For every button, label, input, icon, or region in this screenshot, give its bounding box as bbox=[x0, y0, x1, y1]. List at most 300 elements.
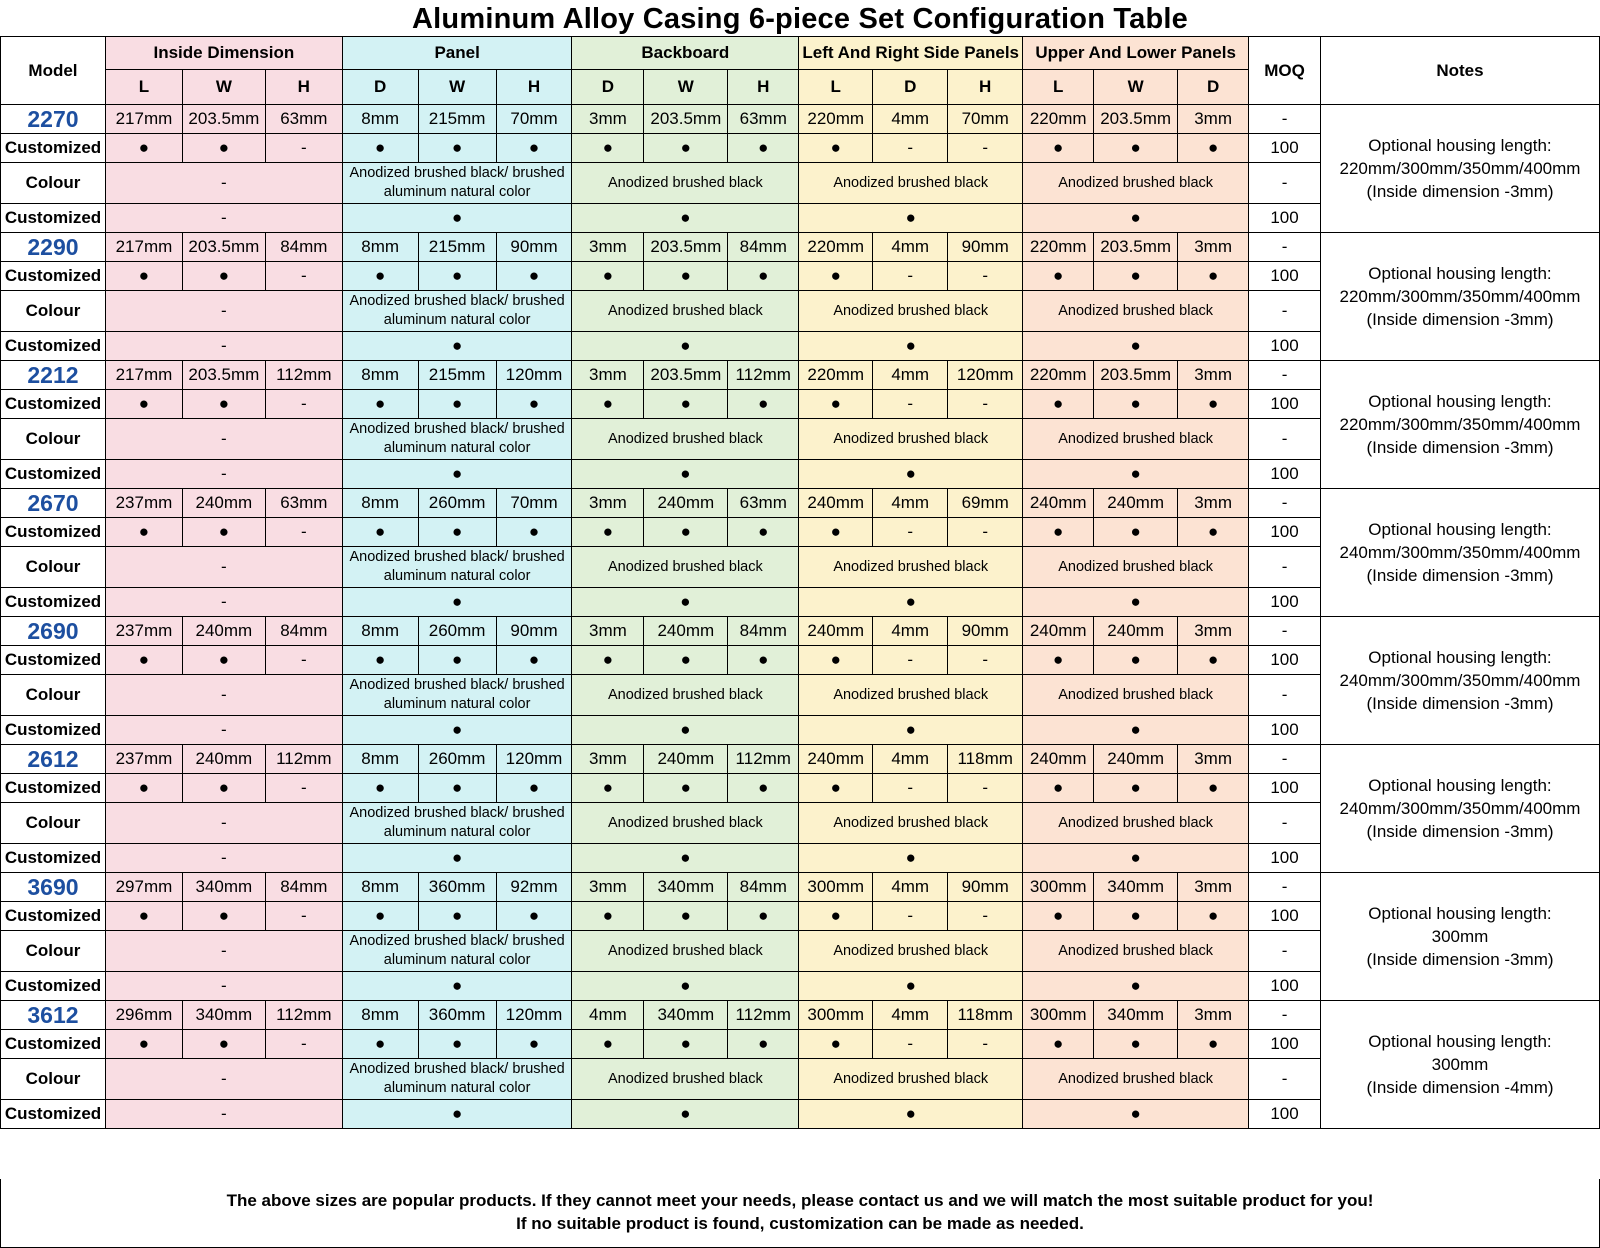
customized-mark: ● bbox=[728, 902, 799, 931]
dimension-cell: 8mm bbox=[342, 745, 418, 774]
dimension-cell: 3mm bbox=[1178, 361, 1249, 390]
customized-mark: - bbox=[265, 1030, 342, 1059]
row-label-customized: Customized bbox=[1, 460, 106, 489]
table-row bbox=[1, 105, 1600, 134]
colour-cell: - bbox=[105, 1059, 342, 1100]
subheader-cell: W bbox=[182, 70, 265, 105]
customized-mark: ● bbox=[342, 332, 572, 361]
customized-mark: ● bbox=[182, 774, 265, 803]
dimension-cell: 220mm bbox=[799, 361, 873, 390]
dimension-cell: 120mm bbox=[496, 361, 572, 390]
customized-mark: - bbox=[265, 902, 342, 931]
customized-mark: ● bbox=[182, 646, 265, 675]
notes-line: Optional housing length: bbox=[1368, 904, 1552, 923]
customized-mark: - bbox=[873, 518, 948, 547]
customized-mark: ● bbox=[418, 518, 496, 547]
dimension-cell: 3mm bbox=[572, 873, 644, 902]
customized-mark: ● bbox=[342, 134, 418, 163]
customized-mark: ● bbox=[572, 262, 644, 291]
customized-mark: ● bbox=[644, 262, 728, 291]
dimension-cell: 215mm bbox=[418, 361, 496, 390]
configuration-table bbox=[0, 36, 1600, 1129]
customized-mark: ● bbox=[496, 1030, 572, 1059]
dimension-cell: 84mm bbox=[728, 873, 799, 902]
colour-cell: Anodized brushed black bbox=[799, 291, 1023, 332]
customized-mark: ● bbox=[799, 204, 1023, 233]
dimension-cell: 203.5mm bbox=[1094, 361, 1178, 390]
moq-cell: - bbox=[1249, 419, 1321, 460]
notes-cell bbox=[1320, 1001, 1599, 1129]
dimension-cell: 3mm bbox=[1178, 873, 1249, 902]
customized-mark: ● bbox=[342, 390, 418, 419]
colour-cell: Anodized brushed black bbox=[1023, 803, 1249, 844]
customized-mark: - bbox=[265, 390, 342, 419]
dimension-cell: 3mm bbox=[1178, 489, 1249, 518]
moq-cell: - bbox=[1249, 1001, 1321, 1030]
colour-cell: Anodized brushed black bbox=[572, 419, 799, 460]
dimension-cell: 360mm bbox=[418, 1001, 496, 1030]
subheader-cell: D bbox=[873, 70, 948, 105]
customized-mark: ● bbox=[572, 588, 799, 617]
footer-line: If no suitable product is found, customization can be made as needed. bbox=[516, 1214, 1084, 1233]
customized-mark: ● bbox=[1178, 646, 1249, 675]
dimension-cell: 84mm bbox=[265, 617, 342, 646]
model-number: 3612 bbox=[1, 1001, 106, 1030]
colour-cell: Anodized brushed black bbox=[799, 1059, 1023, 1100]
customized-mark: ● bbox=[418, 1030, 496, 1059]
customized-mark: - bbox=[948, 518, 1023, 547]
colour-cell: - bbox=[105, 931, 342, 972]
colour-cell: Anodized brushed black/ brushed aluminum natural color bbox=[342, 1059, 572, 1100]
row-label-colour: Colour bbox=[1, 291, 106, 332]
customized-mark: ● bbox=[572, 460, 799, 489]
moq-cell: - bbox=[1249, 489, 1321, 518]
customized-mark: ● bbox=[1178, 1030, 1249, 1059]
model-number: 2690 bbox=[1, 617, 106, 646]
dimension-cell: 8mm bbox=[342, 105, 418, 134]
customized-mark: - bbox=[265, 646, 342, 675]
dimension-cell: 84mm bbox=[265, 873, 342, 902]
row-label-customized: Customized bbox=[1, 1030, 106, 1059]
customized-mark: ● bbox=[728, 134, 799, 163]
moq-cell: 100 bbox=[1249, 774, 1321, 803]
customized-mark: ● bbox=[572, 972, 799, 1001]
notes-cell bbox=[1320, 489, 1599, 617]
row-label-customized: Customized bbox=[1, 774, 106, 803]
notes-line: (Inside dimension -3mm) bbox=[1366, 182, 1554, 201]
table-title: Aluminum Alloy Casing 6-piece Set Configuration Table bbox=[412, 3, 1188, 35]
dimension-cell: 215mm bbox=[418, 105, 496, 134]
dimension-cell: 8mm bbox=[342, 361, 418, 390]
moq-cell: 100 bbox=[1249, 134, 1321, 163]
dimension-cell: 203.5mm bbox=[182, 233, 265, 262]
customized-mark: ● bbox=[644, 390, 728, 419]
dimension-cell: 112mm bbox=[728, 745, 799, 774]
customized-mark: ● bbox=[572, 204, 799, 233]
dimension-cell: 203.5mm bbox=[182, 361, 265, 390]
model-number: 3690 bbox=[1, 873, 106, 902]
notes-cell bbox=[1320, 745, 1599, 873]
customized-mark: ● bbox=[799, 460, 1023, 489]
dimension-cell: 300mm bbox=[1023, 873, 1094, 902]
customized-mark: ● bbox=[1178, 390, 1249, 419]
dimension-cell: 215mm bbox=[418, 233, 496, 262]
subheader-cell: H bbox=[948, 70, 1023, 105]
colour-cell: Anodized brushed black/ brushed aluminum natural color bbox=[342, 547, 572, 588]
dimension-cell: 120mm bbox=[948, 361, 1023, 390]
row-label-colour: Colour bbox=[1, 675, 106, 716]
moq-cell: 100 bbox=[1249, 460, 1321, 489]
dimension-cell: 240mm bbox=[1094, 489, 1178, 518]
colour-cell: - bbox=[105, 547, 342, 588]
customized-mark: ● bbox=[342, 460, 572, 489]
customized-mark: - bbox=[265, 262, 342, 291]
customized-mark: ● bbox=[799, 972, 1023, 1001]
dimension-cell: 240mm bbox=[1023, 745, 1094, 774]
moq-cell: 100 bbox=[1249, 972, 1321, 1001]
colour-cell: Anodized brushed black bbox=[799, 675, 1023, 716]
row-label-customized: Customized bbox=[1, 204, 106, 233]
dimension-cell: 340mm bbox=[644, 1001, 728, 1030]
customized-mark: ● bbox=[1023, 262, 1094, 291]
customized-mark: ● bbox=[342, 1100, 572, 1129]
colour-cell: Anodized brushed black/ brushed aluminum natural color bbox=[342, 419, 572, 460]
customized-mark: ● bbox=[496, 902, 572, 931]
dimension-cell: 220mm bbox=[1023, 105, 1094, 134]
colour-cell: Anodized brushed black/ brushed aluminum natural color bbox=[342, 291, 572, 332]
customized-mark: ● bbox=[644, 902, 728, 931]
dimension-cell: 3mm bbox=[1178, 233, 1249, 262]
moq-cell: - bbox=[1249, 105, 1321, 134]
notes-line: Optional housing length: bbox=[1368, 1032, 1552, 1051]
customized-mark: ● bbox=[182, 262, 265, 291]
customized-mark: ● bbox=[799, 588, 1023, 617]
customized-mark: - bbox=[948, 646, 1023, 675]
notes-line: (Inside dimension -3mm) bbox=[1366, 566, 1554, 585]
customized-mark: ● bbox=[105, 518, 182, 547]
customized-mark: ● bbox=[572, 774, 644, 803]
table-row bbox=[1, 745, 1600, 774]
customized-mark: - bbox=[948, 902, 1023, 931]
dimension-cell: 296mm bbox=[105, 1001, 182, 1030]
subheader-cell: W bbox=[418, 70, 496, 105]
moq-cell: - bbox=[1249, 617, 1321, 646]
notes-line: 240mm/300mm/350mm/400mm bbox=[1339, 671, 1581, 690]
dimension-cell: 297mm bbox=[105, 873, 182, 902]
moq-cell: - bbox=[1249, 291, 1321, 332]
customized-mark: ● bbox=[105, 134, 182, 163]
customized-mark: ● bbox=[182, 902, 265, 931]
colour-cell: Anodized brushed black bbox=[572, 803, 799, 844]
customized-mark: ● bbox=[1023, 902, 1094, 931]
customized-mark: ● bbox=[342, 518, 418, 547]
row-label-customized: Customized bbox=[1, 972, 106, 1001]
dimension-cell: 84mm bbox=[728, 617, 799, 646]
dimension-cell: 112mm bbox=[728, 1001, 799, 1030]
dimension-cell: 240mm bbox=[1094, 745, 1178, 774]
customized-mark: ● bbox=[418, 390, 496, 419]
colour-cell: - bbox=[105, 163, 342, 204]
customized-mark: ● bbox=[1178, 262, 1249, 291]
header-upper-lower-panels: Upper And Lower Panels bbox=[1023, 37, 1249, 70]
row-label-customized: Customized bbox=[1, 646, 106, 675]
customized-mark: ● bbox=[1094, 1030, 1178, 1059]
dimension-cell: 240mm bbox=[182, 617, 265, 646]
subheader-cell: H bbox=[496, 70, 572, 105]
customized-mark: - bbox=[105, 716, 342, 745]
subheader-cell: L bbox=[799, 70, 873, 105]
customized-mark: ● bbox=[182, 134, 265, 163]
dimension-cell: 4mm bbox=[873, 873, 948, 902]
row-label-colour: Colour bbox=[1, 419, 106, 460]
customized-mark: ● bbox=[342, 588, 572, 617]
dimension-cell: 240mm bbox=[1023, 489, 1094, 518]
customized-mark: ● bbox=[342, 262, 418, 291]
notes-line: 220mm/300mm/350mm/400mm bbox=[1339, 415, 1581, 434]
dimension-cell: 240mm bbox=[1094, 617, 1178, 646]
customized-mark: ● bbox=[799, 262, 873, 291]
customized-mark: ● bbox=[1094, 390, 1178, 419]
dimension-cell: 203.5mm bbox=[644, 105, 728, 134]
notes-cell bbox=[1320, 233, 1599, 361]
customized-mark: - bbox=[873, 774, 948, 803]
customized-mark: ● bbox=[799, 134, 873, 163]
dimension-cell: 340mm bbox=[182, 1001, 265, 1030]
customized-mark: ● bbox=[1094, 518, 1178, 547]
dimension-cell: 340mm bbox=[182, 873, 265, 902]
customized-mark: ● bbox=[1178, 902, 1249, 931]
customized-mark: ● bbox=[1023, 204, 1249, 233]
customized-mark: ● bbox=[728, 774, 799, 803]
notes-line: 300mm bbox=[1431, 927, 1489, 946]
customized-mark: ● bbox=[1023, 460, 1249, 489]
colour-cell: Anodized brushed black bbox=[572, 291, 799, 332]
dimension-cell: 217mm bbox=[105, 361, 182, 390]
dimension-cell: 217mm bbox=[105, 105, 182, 134]
row-label-colour: Colour bbox=[1, 803, 106, 844]
notes-line: 220mm/300mm/350mm/400mm bbox=[1339, 159, 1581, 178]
customized-mark: ● bbox=[1023, 844, 1249, 873]
model-number: 2290 bbox=[1, 233, 106, 262]
customized-mark: ● bbox=[572, 902, 644, 931]
customized-mark: ● bbox=[799, 1100, 1023, 1129]
notes-cell bbox=[1320, 105, 1599, 233]
dimension-cell: 360mm bbox=[418, 873, 496, 902]
customized-mark: - bbox=[948, 390, 1023, 419]
customized-mark: ● bbox=[105, 646, 182, 675]
dimension-cell: 3mm bbox=[572, 745, 644, 774]
customized-mark: ● bbox=[644, 134, 728, 163]
colour-cell: Anodized brushed black/ brushed aluminum natural color bbox=[342, 163, 572, 204]
header-notes: Notes bbox=[1320, 37, 1599, 105]
dimension-cell: 4mm bbox=[873, 105, 948, 134]
customized-mark: ● bbox=[1094, 774, 1178, 803]
dimension-cell: 112mm bbox=[265, 361, 342, 390]
dimension-cell: 92mm bbox=[496, 873, 572, 902]
notes-line: Optional housing length: bbox=[1368, 136, 1552, 155]
customized-mark: - bbox=[265, 774, 342, 803]
dimension-cell: 300mm bbox=[1023, 1001, 1094, 1030]
customized-mark: ● bbox=[644, 1030, 728, 1059]
dimension-cell: 203.5mm bbox=[1094, 105, 1178, 134]
moq-cell: - bbox=[1249, 803, 1321, 844]
row-label-colour: Colour bbox=[1, 163, 106, 204]
customized-mark: ● bbox=[1023, 1030, 1094, 1059]
customized-mark: ● bbox=[572, 332, 799, 361]
customized-mark: - bbox=[873, 1030, 948, 1059]
customized-mark: ● bbox=[1023, 518, 1094, 547]
customized-mark: - bbox=[105, 1100, 342, 1129]
dimension-cell: 90mm bbox=[948, 873, 1023, 902]
row-label-customized: Customized bbox=[1, 588, 106, 617]
header-panel: Panel bbox=[342, 37, 572, 70]
dimension-cell: 3mm bbox=[572, 361, 644, 390]
dimension-cell: 120mm bbox=[496, 745, 572, 774]
dimension-cell: 63mm bbox=[728, 105, 799, 134]
colour-cell: Anodized brushed black bbox=[1023, 1059, 1249, 1100]
notes-line: Optional housing length: bbox=[1368, 520, 1552, 539]
colour-cell: Anodized brushed black/ brushed aluminum natural color bbox=[342, 675, 572, 716]
colour-cell: Anodized brushed black bbox=[1023, 291, 1249, 332]
notes-line: (Inside dimension -4mm) bbox=[1366, 1078, 1554, 1097]
dimension-cell: 63mm bbox=[728, 489, 799, 518]
dimension-cell: 118mm bbox=[948, 1001, 1023, 1030]
row-label-customized: Customized bbox=[1, 390, 106, 419]
moq-cell: 100 bbox=[1249, 204, 1321, 233]
row-label-customized: Customized bbox=[1, 902, 106, 931]
dimension-cell: 240mm bbox=[644, 745, 728, 774]
moq-cell: 100 bbox=[1249, 646, 1321, 675]
moq-cell: - bbox=[1249, 547, 1321, 588]
customized-mark: ● bbox=[496, 518, 572, 547]
customized-mark: ● bbox=[1023, 972, 1249, 1001]
customized-mark: - bbox=[873, 262, 948, 291]
customized-mark: ● bbox=[418, 774, 496, 803]
customized-mark: ● bbox=[182, 518, 265, 547]
customized-mark: ● bbox=[728, 1030, 799, 1059]
customized-mark: - bbox=[105, 588, 342, 617]
customized-mark: ● bbox=[572, 390, 644, 419]
customized-mark: ● bbox=[1023, 646, 1094, 675]
dimension-cell: 112mm bbox=[728, 361, 799, 390]
customized-mark: - bbox=[948, 134, 1023, 163]
customized-mark: ● bbox=[799, 1030, 873, 1059]
customized-mark: ● bbox=[496, 774, 572, 803]
moq-cell: 100 bbox=[1249, 332, 1321, 361]
customized-mark: ● bbox=[1023, 134, 1094, 163]
dimension-cell: 4mm bbox=[873, 233, 948, 262]
header-backboard: Backboard bbox=[572, 37, 799, 70]
moq-cell: 100 bbox=[1249, 518, 1321, 547]
customized-mark: ● bbox=[644, 518, 728, 547]
dimension-cell: 237mm bbox=[105, 489, 182, 518]
dimension-cell: 203.5mm bbox=[644, 233, 728, 262]
dimension-cell: 340mm bbox=[1094, 873, 1178, 902]
dimension-cell: 340mm bbox=[1094, 1001, 1178, 1030]
table-row bbox=[1, 617, 1600, 646]
dimension-cell: 3mm bbox=[572, 105, 644, 134]
subheader-cell: W bbox=[1094, 70, 1178, 105]
customized-mark: ● bbox=[644, 646, 728, 675]
colour-cell: Anodized brushed black bbox=[799, 931, 1023, 972]
customized-mark: ● bbox=[1023, 390, 1094, 419]
notes-line: Optional housing length: bbox=[1368, 392, 1552, 411]
notes-line: Optional housing length: bbox=[1368, 776, 1552, 795]
dimension-cell: 220mm bbox=[1023, 233, 1094, 262]
subheader-cell: D bbox=[1178, 70, 1249, 105]
dimension-cell: 240mm bbox=[644, 617, 728, 646]
colour-cell: Anodized brushed black/ brushed aluminum natural color bbox=[342, 803, 572, 844]
notes-cell bbox=[1320, 361, 1599, 489]
dimension-cell: 240mm bbox=[799, 745, 873, 774]
moq-cell: 100 bbox=[1249, 1030, 1321, 1059]
customized-mark: ● bbox=[1178, 134, 1249, 163]
customized-mark: - bbox=[873, 646, 948, 675]
moq-cell: 100 bbox=[1249, 716, 1321, 745]
customized-mark: ● bbox=[799, 390, 873, 419]
customized-mark: - bbox=[948, 1030, 1023, 1059]
notes-line: (Inside dimension -3mm) bbox=[1366, 822, 1554, 841]
subheader-cell: H bbox=[265, 70, 342, 105]
dimension-cell: 300mm bbox=[799, 873, 873, 902]
dimension-cell: 217mm bbox=[105, 233, 182, 262]
dimension-cell: 4mm bbox=[873, 617, 948, 646]
customized-mark: ● bbox=[728, 518, 799, 547]
customized-mark: - bbox=[265, 134, 342, 163]
customized-mark: ● bbox=[799, 902, 873, 931]
customized-mark: ● bbox=[105, 390, 182, 419]
customized-mark: - bbox=[873, 134, 948, 163]
row-label-colour: Colour bbox=[1, 547, 106, 588]
customized-mark: ● bbox=[799, 716, 1023, 745]
customized-mark: ● bbox=[572, 1100, 799, 1129]
customized-mark: ● bbox=[572, 716, 799, 745]
customized-mark: ● bbox=[1023, 774, 1094, 803]
table-row bbox=[1, 489, 1600, 518]
dimension-cell: 4mm bbox=[873, 489, 948, 518]
row-label-customized: Customized bbox=[1, 1100, 106, 1129]
customized-mark: ● bbox=[105, 262, 182, 291]
dimension-cell: 118mm bbox=[948, 745, 1023, 774]
footer-note bbox=[0, 1179, 1600, 1248]
dimension-cell: 220mm bbox=[799, 233, 873, 262]
dimension-cell: 3mm bbox=[572, 489, 644, 518]
table-row bbox=[1, 1001, 1600, 1030]
notes-line: Optional housing length: bbox=[1368, 648, 1552, 667]
customized-mark: ● bbox=[1023, 716, 1249, 745]
customized-mark: ● bbox=[496, 134, 572, 163]
dimension-cell: 260mm bbox=[418, 489, 496, 518]
customized-mark: ● bbox=[644, 774, 728, 803]
notes-line: 240mm/300mm/350mm/400mm bbox=[1339, 799, 1581, 818]
model-number: 2270 bbox=[1, 105, 106, 134]
customized-mark: ● bbox=[572, 844, 799, 873]
dimension-cell: 240mm bbox=[182, 489, 265, 518]
colour-cell: Anodized brushed black bbox=[1023, 547, 1249, 588]
subheader-cell: L bbox=[105, 70, 182, 105]
customized-mark: - bbox=[948, 262, 1023, 291]
dimension-cell: 203.5mm bbox=[182, 105, 265, 134]
moq-cell: - bbox=[1249, 675, 1321, 716]
moq-cell: 100 bbox=[1249, 390, 1321, 419]
dimension-cell: 237mm bbox=[105, 617, 182, 646]
customized-mark: ● bbox=[572, 518, 644, 547]
dimension-cell: 4mm bbox=[873, 745, 948, 774]
header-moq: MOQ bbox=[1249, 37, 1321, 105]
dimension-cell: 84mm bbox=[728, 233, 799, 262]
customized-mark: ● bbox=[105, 902, 182, 931]
dimension-cell: 70mm bbox=[496, 105, 572, 134]
